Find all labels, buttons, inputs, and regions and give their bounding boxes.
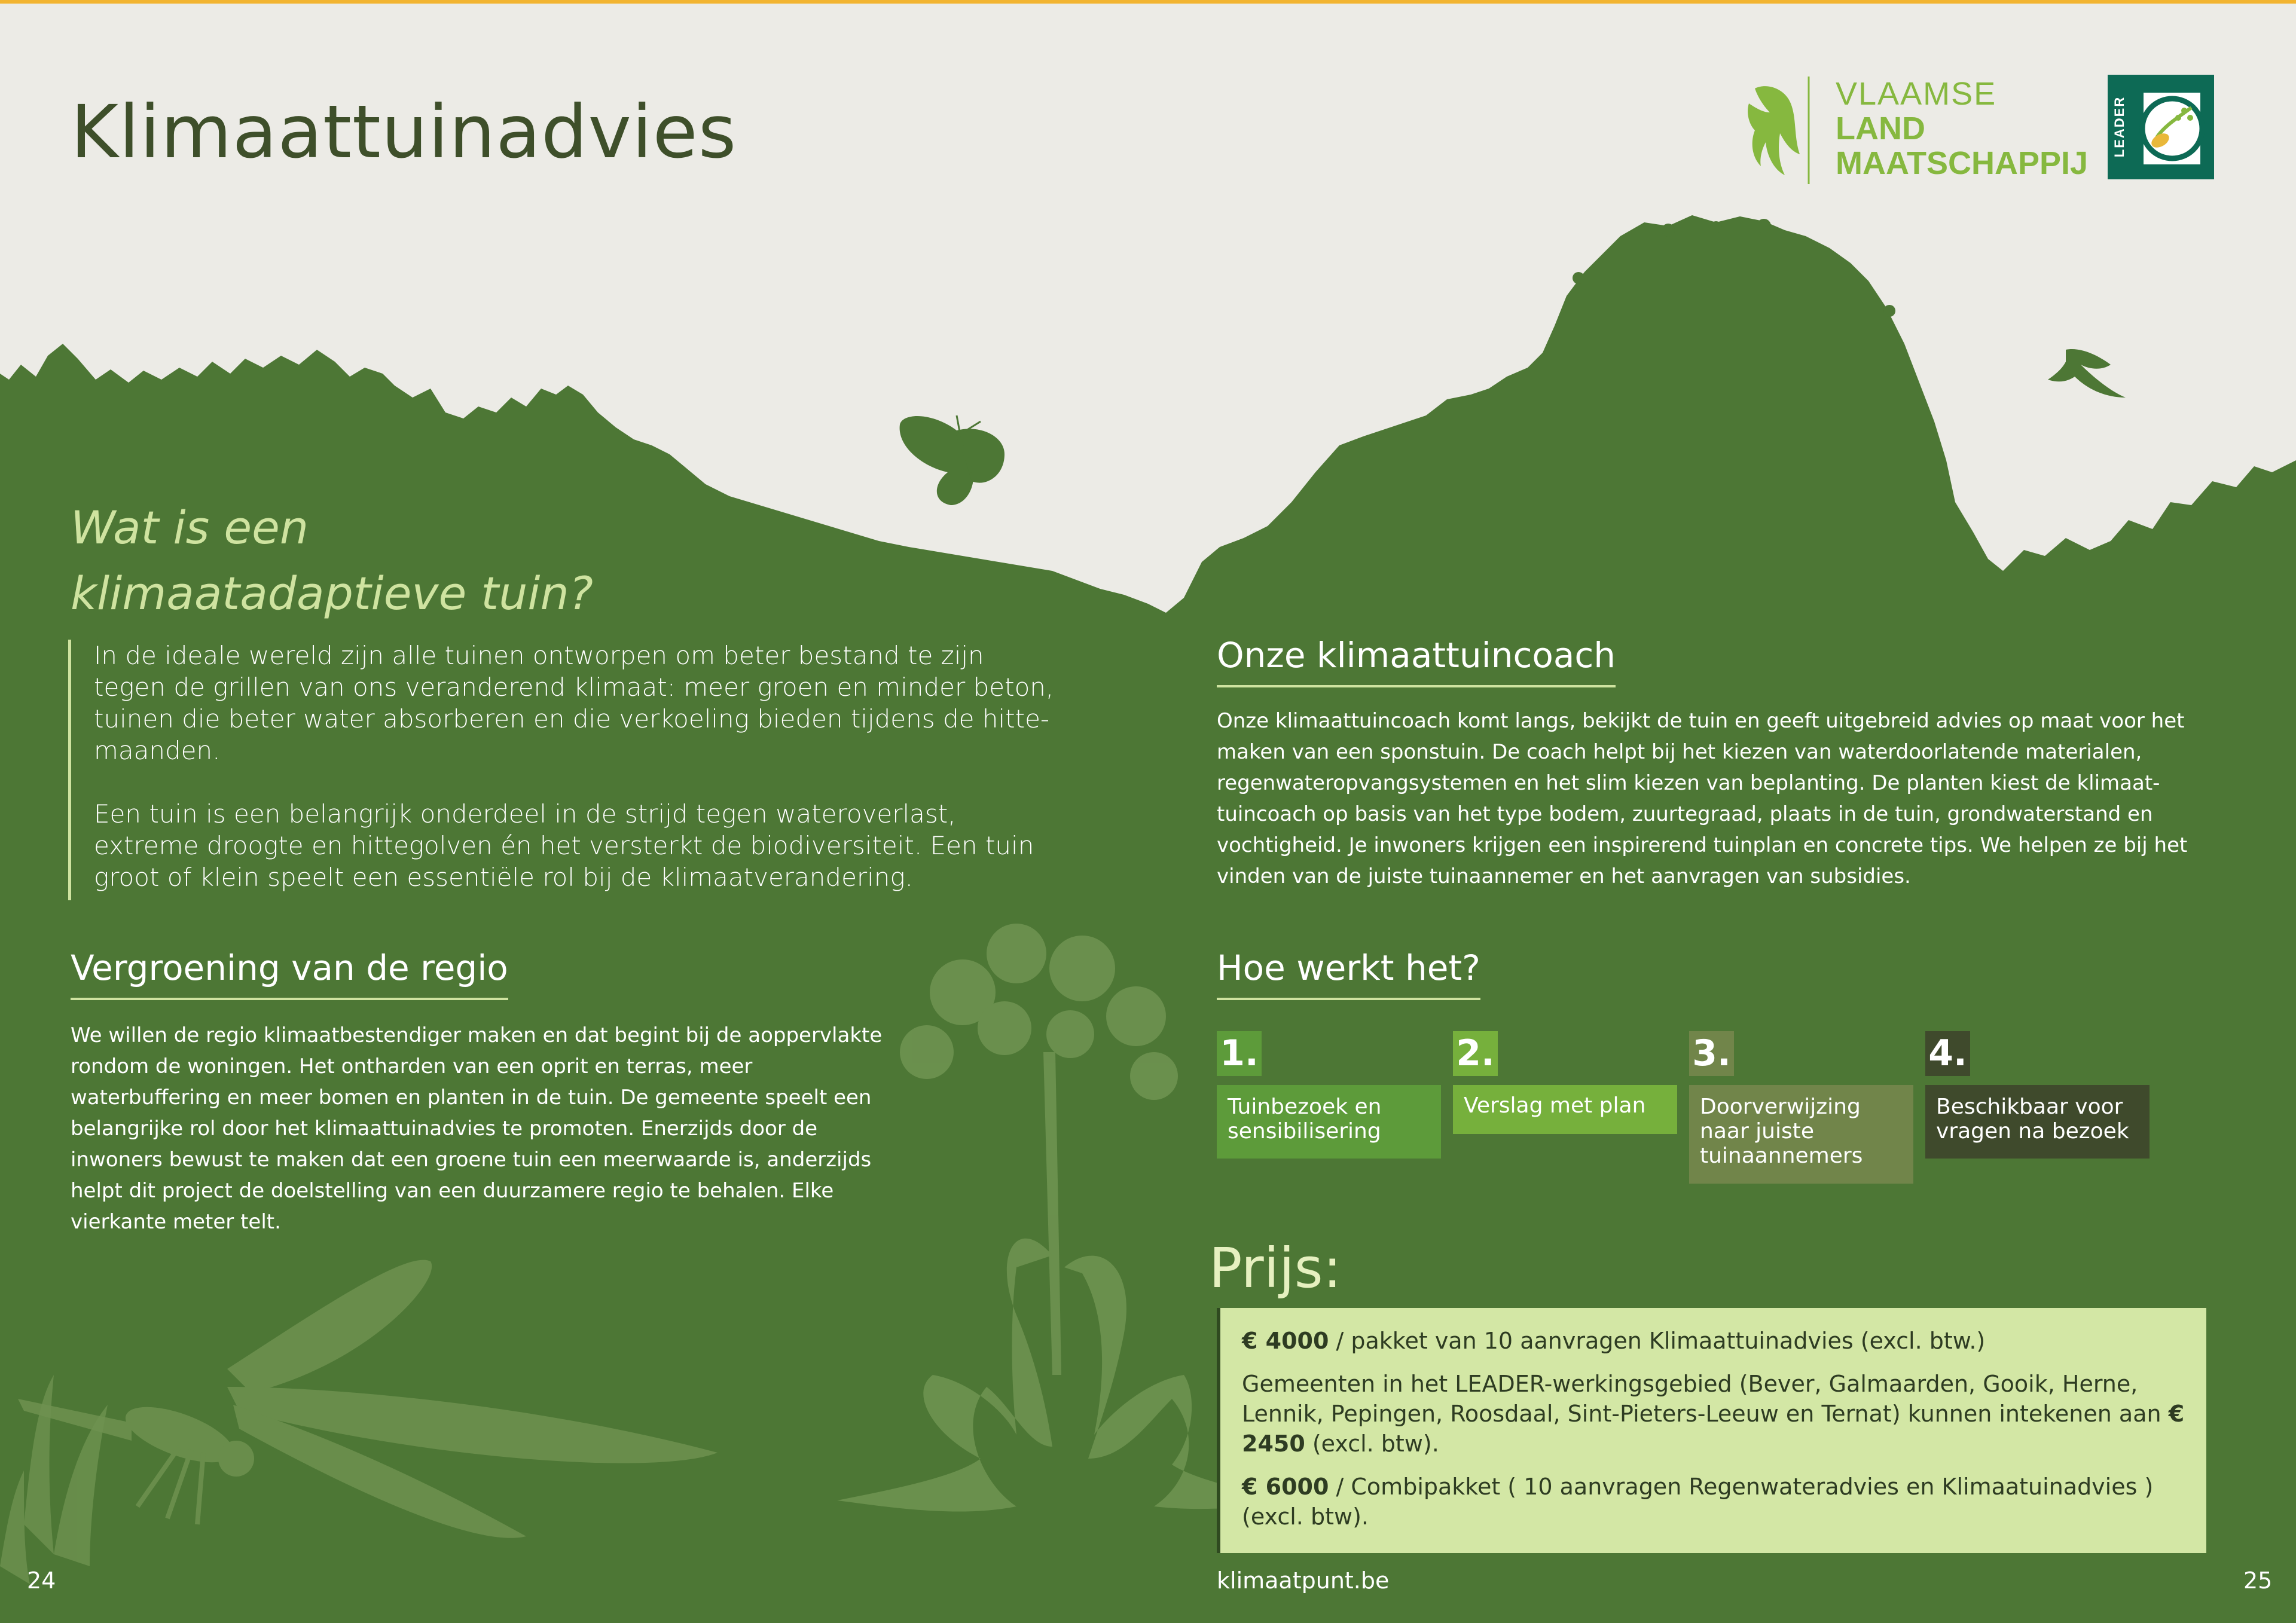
page-number-right: 25 bbox=[2243, 1567, 2273, 1594]
price-amount-1: € 4000 bbox=[1242, 1328, 1329, 1354]
step-number: 4. bbox=[1925, 1031, 1970, 1076]
price-text-3: / Combipakket ( 10 aanvragen Regenwateradvies en Klimaatuinadvies ) (excl. btw). bbox=[1242, 1474, 2154, 1530]
price-suffix-2: (excl. btw). bbox=[1305, 1431, 1439, 1457]
price-amount-2: € 2450 bbox=[1242, 1401, 2185, 1457]
step-label: Verslag met plan bbox=[1453, 1085, 1677, 1134]
question-title-line-2: klimaatadaptieve tuin? bbox=[71, 567, 593, 620]
step-label: Doorverwijzing naar juiste tuinaannemers bbox=[1689, 1085, 1913, 1184]
vergroening-body: We willen de regio klimaatbestendiger maken en dat begint bij de aoppervlakte rondom de woningen. Het ontharden van een oprit en terras, meer waterbuffering en meer bomen en planten in de tuin. De gemeente speelt een belangrijke rol door het klimaattuinadvies te promoten. Enerzijds door de inwoners bewust te maken dat een groene tuin een meerwaarde is, anderzijds helpt dit project de doelstelling van een duurzamere regio te behalen. Elke vierkante meter telt. bbox=[71, 1023, 883, 1234]
price-title: Prijs: bbox=[1209, 1236, 1342, 1300]
question-title bbox=[71, 495, 593, 626]
page-title: Klimaattuinadvies bbox=[71, 90, 737, 175]
price-text-1: / pakket van 10 aanvragen Klimaattuinadvies (excl. btw.) bbox=[1329, 1328, 1986, 1354]
dragonfly-illustration-icon bbox=[18, 1260, 718, 1538]
vlaamse-landmaatschappij-logo bbox=[1743, 77, 2090, 184]
vergroening-title: Vergroening van de regio bbox=[71, 947, 508, 1000]
price-line-1 bbox=[1242, 1326, 2185, 1356]
step-label: Beschikbaar voor vragen na bezoek bbox=[1925, 1085, 2150, 1159]
butterfly-icon bbox=[900, 415, 1004, 505]
how-title: Hoe werkt het? bbox=[1217, 947, 1480, 1000]
coach-title: Onze klimaattuincoach bbox=[1217, 635, 1616, 687]
leader-emblem-icon bbox=[2108, 75, 2214, 179]
price-box bbox=[1217, 1308, 2206, 1553]
step-number: 3. bbox=[1689, 1031, 1734, 1076]
price-text-2: Gemeenten in het LEADER-werkingsgebied (Bever, Galmaarden, Gooik, Herne, Lennik, Pepingen, Roosdaal, Sint-Pieters-Leeuw en Ternat) kunnen intekenen aan bbox=[1242, 1371, 2161, 1427]
intro-quote bbox=[68, 640, 1061, 900]
price-amount-3: € 6000 bbox=[1242, 1474, 1329, 1500]
leader-logo bbox=[2108, 75, 2214, 179]
steps-list bbox=[1217, 1031, 2173, 1187]
price-line-2 bbox=[1242, 1369, 2185, 1459]
footer-url[interactable]: klimaatpunt.be bbox=[1217, 1567, 1390, 1594]
bird-icon bbox=[2048, 349, 2126, 398]
leader-logo-text: LEADER bbox=[2112, 96, 2127, 158]
price-line-3 bbox=[1242, 1472, 2185, 1532]
vlm-logo-line-1: VLAAMSE bbox=[1836, 76, 1997, 112]
grass-illustration-icon bbox=[0, 1375, 108, 1584]
vlm-logo-text bbox=[1836, 77, 2088, 181]
vlm-logo-line-3: MAATSCHAPPIJ bbox=[1836, 145, 2089, 181]
vlm-logo-line-2: LAND bbox=[1836, 111, 1925, 146]
question-title-line-1: Wat is een bbox=[71, 501, 309, 554]
intro-paragraph-2: Een tuin is een belangrijk onderdeel in de strijd tegen wateroverlast, extreme droogte en hittegolven én het versterkt de biodiversiteit. Een tuin groot of klein speelt een essentiële rol bij de klimaatverandering. bbox=[94, 799, 1034, 892]
step-number: 2. bbox=[1453, 1031, 1498, 1076]
lion-icon bbox=[1743, 77, 1815, 184]
coach-body: Onze klimaattuincoach komt langs, bekijkt de tuin en geeft uitgebreid advies op maat voor het maken van een sponstuin. De coach helpt bij het kiezen van waterdoorlatende materialen, regenwateropvangsystemen en het slim kiezen van beplanting. De planten kiest de klimaat-tuincoach op basis van het type bodem, zuurtegraad, plaats in de tuin, grondwaterstand en vochtigheid. Je inwoners krijgen een inspirerend tuinplan en concrete tips. We helpen ze bij het vinden van de juiste tuinaannemer en het aanvragen van subsidies. bbox=[1217, 709, 2188, 888]
page-number-left: 24 bbox=[27, 1567, 56, 1594]
step-number: 1. bbox=[1217, 1031, 1262, 1076]
step-label: Tuinbezoek en sensibilisering bbox=[1217, 1085, 1441, 1159]
intro-paragraph-1: In de ideale wereld zijn alle tuinen ontworpen om beter bestand te zijn tegen de grillen van ons veranderend klimaat: meer groen en minder beton, tuinen die beter water absorberen en die verkoeling bieden tijdens de hitte-maanden. bbox=[94, 641, 1054, 765]
